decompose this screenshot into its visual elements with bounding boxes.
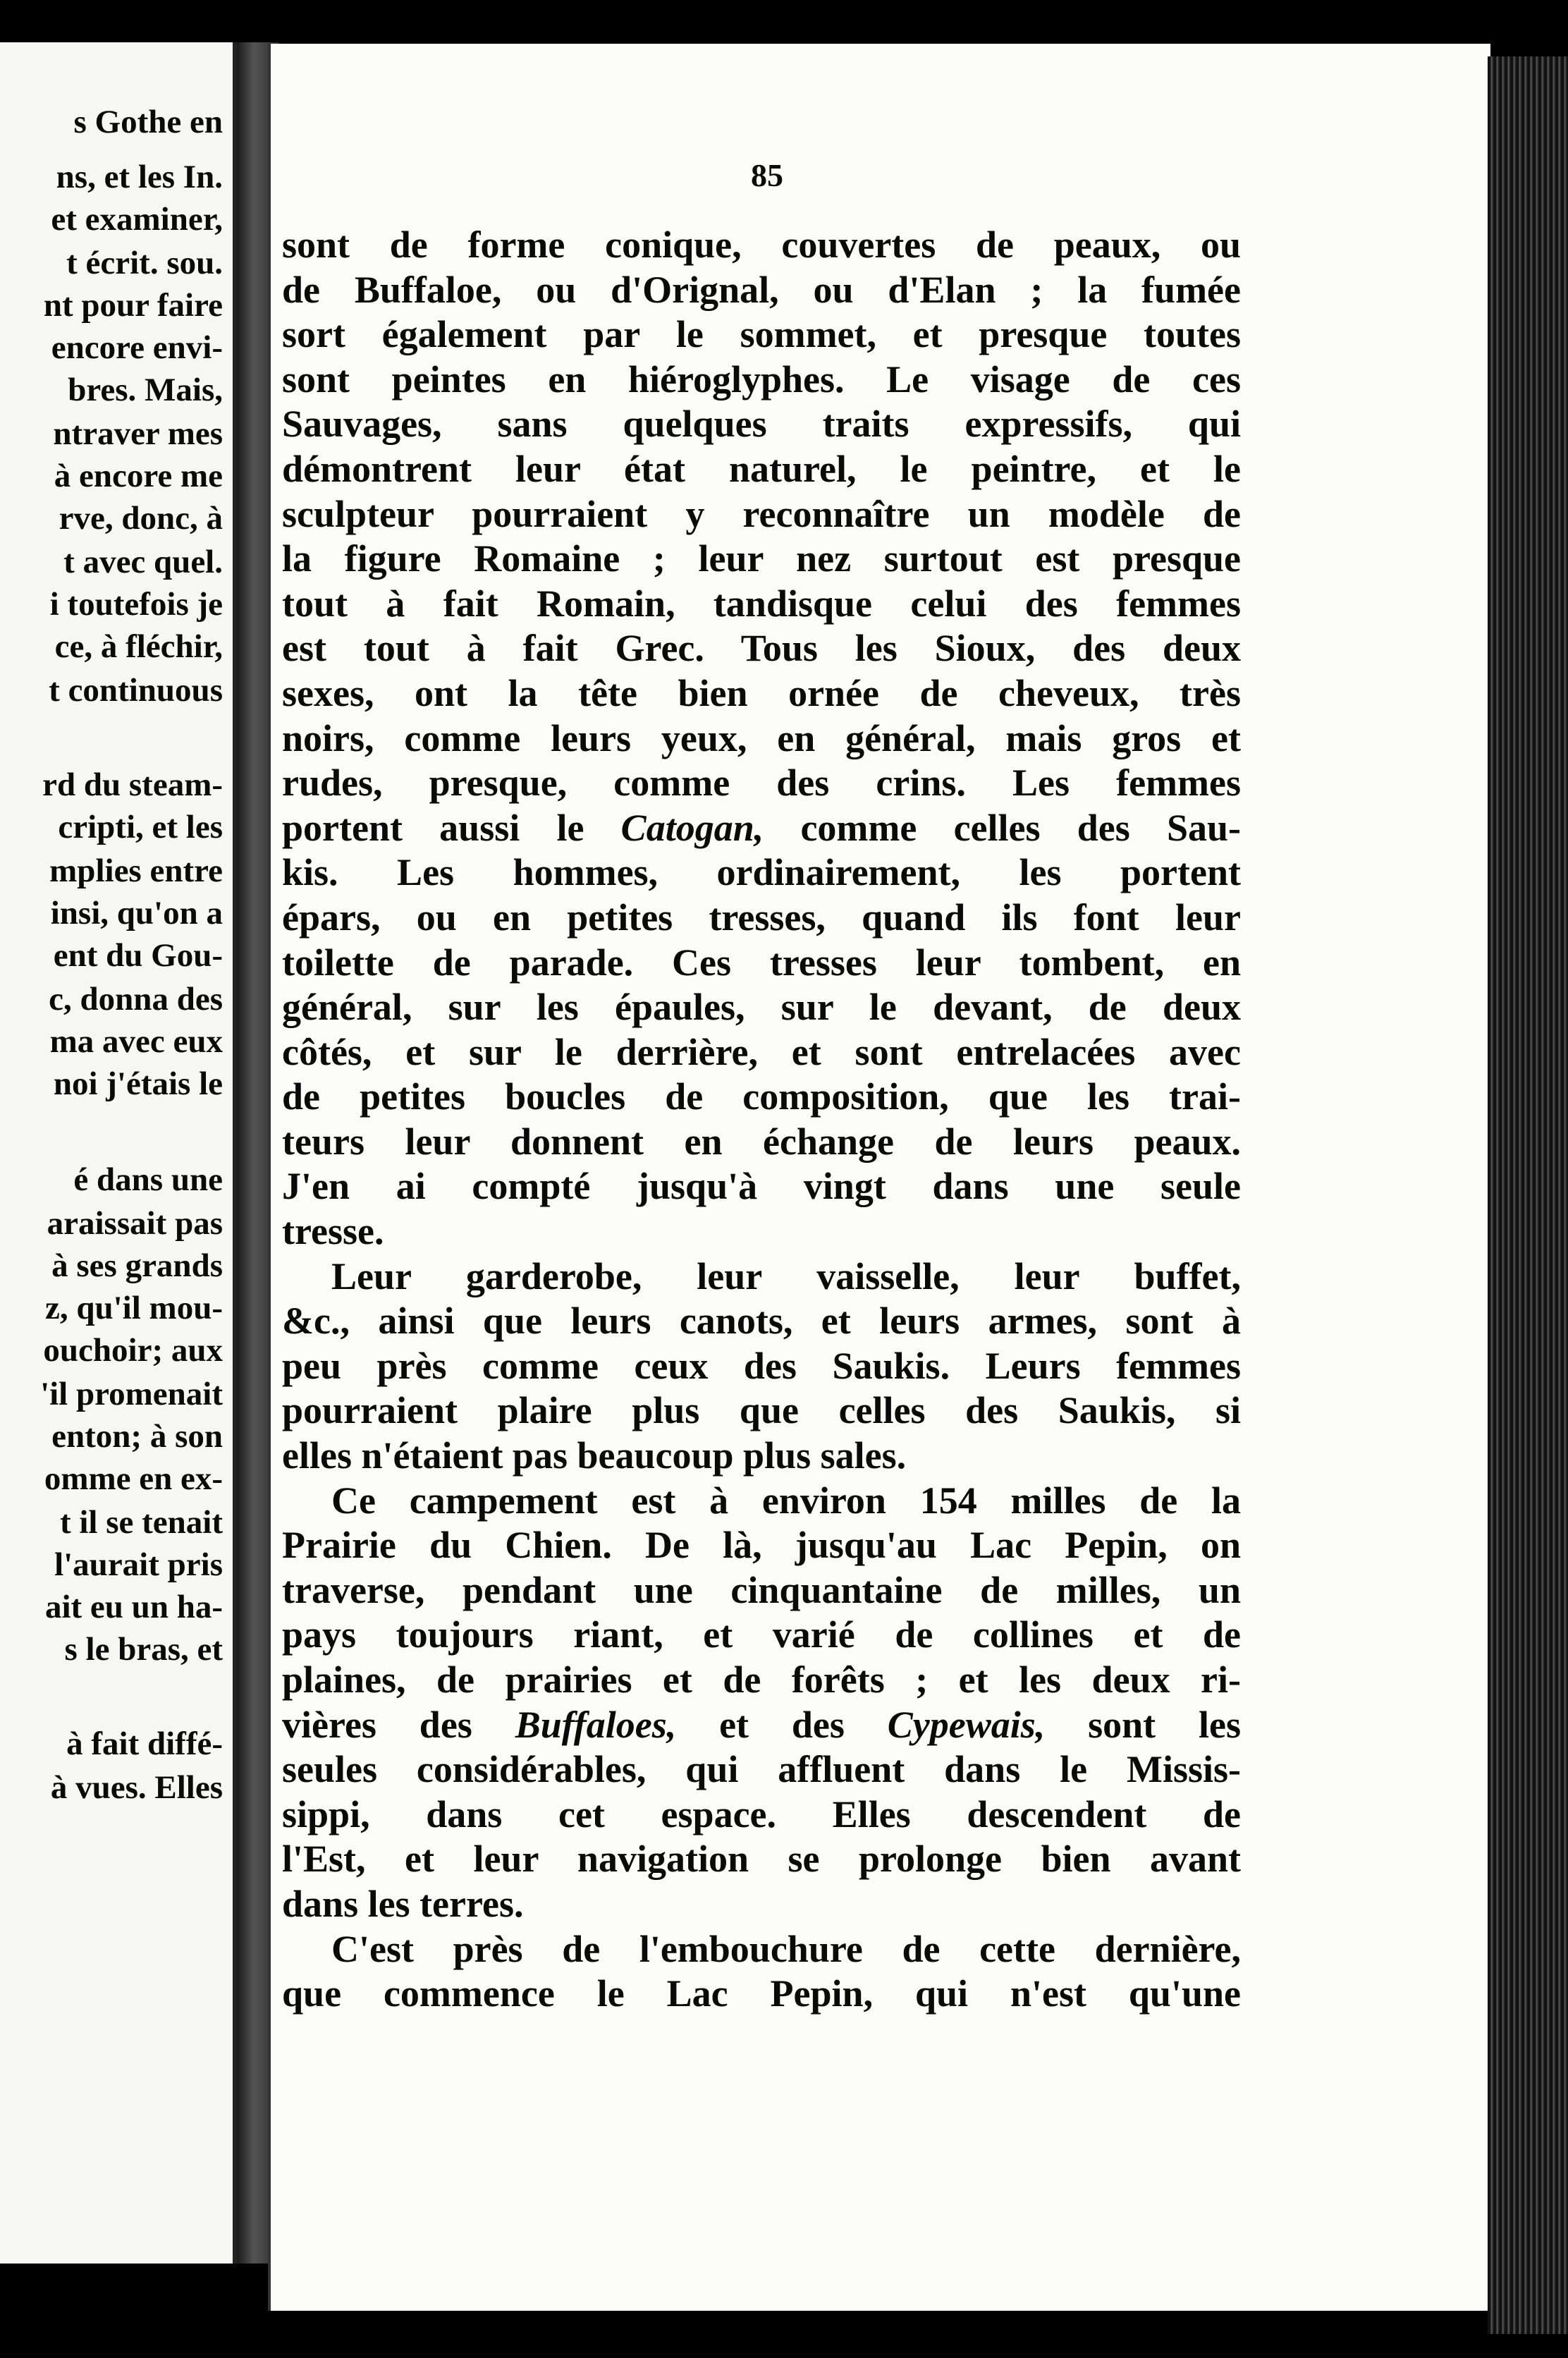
text-segment: rudes, presque, comme des crins. Les femmes — [282, 762, 1241, 805]
text-segment: pourraient plaire plus que celles des Saukis, si — [282, 1389, 1241, 1432]
text-segment: démontrent leur état naturel, le peintre, et le — [282, 447, 1241, 490]
text-line — [282, 447, 1241, 492]
text-segment: la figure Romaine ; leur nez surtout est presque — [282, 537, 1241, 580]
left-page-line: s Gothe en — [73, 104, 223, 140]
left-page-line: à encore me — [54, 458, 223, 494]
left-page-line: ntraver mes — [53, 415, 223, 452]
text-segment: sexes, ont la tête bien ornée de cheveux, très — [282, 671, 1241, 714]
left-page-line: omme en ex- — [44, 1460, 223, 1497]
text-segment: que commence le Lac Pepin, qui n'est qu'une — [282, 1972, 1241, 2015]
text-segment: comme celles des Sau- — [764, 806, 1241, 849]
text-segment: peu près comme ceux des Saukis. Leurs femmes — [282, 1344, 1241, 1387]
left-page-line: enton; à son — [51, 1418, 223, 1455]
left-page-line: et examiner, — [51, 201, 223, 238]
text-segment: et des — [676, 1703, 888, 1746]
left-page-line: insi, qu'on a — [50, 895, 223, 931]
text-line — [282, 1254, 1241, 1300]
text-line — [282, 537, 1241, 582]
left-page-line: ait eu un ha- — [44, 1589, 223, 1625]
left-page-line: c, donna des — [49, 981, 223, 1018]
text-line — [282, 1568, 1241, 1613]
text-line — [282, 1837, 1241, 1882]
left-page-line: t continuous — [49, 672, 223, 709]
text-segment: tresse. — [282, 1210, 384, 1253]
text-line — [282, 1792, 1241, 1838]
text-segment: pays toujours riant, et varié de collines et de — [282, 1613, 1241, 1656]
text-segment: toilette de parade. Ces tresses leur tombent, en — [282, 941, 1241, 984]
text-segment: elles n'étaient pas beaucoup plus sales. — [282, 1434, 907, 1477]
left-page-line: t avec quel. — [63, 544, 223, 580]
left-page-line: cripti, et les — [58, 809, 223, 845]
text-line — [282, 850, 1241, 896]
left-page-line: noi j'étais le — [53, 1065, 223, 1102]
text-line — [282, 1434, 1241, 1479]
text-segment: côtés, et sur le derrière, et sont entrelacées avec — [282, 1030, 1241, 1073]
text-segment: l'Est, et leur navigation se prolonge bien avant — [282, 1838, 1241, 1881]
left-page-line: 'il promenait — [40, 1376, 223, 1412]
text-line — [282, 1388, 1241, 1434]
text-segment: kis. Les hommes, ordinairement, les portent — [282, 851, 1241, 894]
left-page-line: t écrit. sou. — [66, 245, 223, 281]
text-segment: est tout à fait Grec. Tous les Sioux, des deux — [282, 627, 1241, 670]
text-line — [282, 1972, 1241, 2017]
text-line — [282, 358, 1241, 403]
left-page-line: é dans une — [73, 1161, 223, 1198]
text-segment: de petites boucles de composition, que les trai- — [282, 1075, 1241, 1118]
text-line — [282, 761, 1241, 806]
text-segment: traverse, pendant une cinquantaine de milles, un — [282, 1568, 1241, 1611]
text-line — [282, 1344, 1241, 1389]
text-line — [282, 268, 1241, 313]
text-segment: tout à fait Romain, tandisque celui des femmes — [282, 582, 1241, 625]
text-segment: sort également par le sommet, et presque toutes — [282, 313, 1241, 356]
italic-term: Buffaloes, — [515, 1703, 677, 1746]
text-segment: J'en ai compté jusqu'à vingt dans une seule — [282, 1165, 1241, 1208]
text-line — [282, 896, 1241, 941]
text-segment: seules considérables, qui affluent dans le Missis- — [282, 1748, 1241, 1791]
left-page-line: mplies entre — [49, 853, 223, 889]
text-line — [282, 492, 1241, 537]
text-segment: sont peintes en hiéroglyphes. Le visage de ces — [282, 358, 1241, 401]
left-page-line: à vues. Elles — [50, 1769, 223, 1806]
text-line — [282, 1075, 1241, 1120]
left-page-line: nt pour faire — [43, 287, 223, 324]
text-line — [282, 626, 1241, 671]
text-segment: sippi, dans cet espace. Elles descendent de — [282, 1792, 1241, 1835]
italic-term: Catogan, — [620, 806, 764, 849]
left-page-line: araissait pas — [47, 1205, 223, 1242]
text-segment: Ce campement est à environ 154 milles de la — [331, 1479, 1241, 1522]
left-page-line: bres. Mais, — [68, 372, 223, 408]
text-segment: Prairie du Chien. De là, jusqu'au Lac Pepin, on — [282, 1524, 1241, 1567]
text-line — [282, 1613, 1241, 1658]
text-line — [282, 1658, 1241, 1703]
text-line — [282, 1164, 1241, 1209]
text-segment: général, sur les épaules, sur le devant, de deux — [282, 986, 1241, 1029]
left-page-line: rd du steam- — [42, 766, 223, 803]
left-page-line: à fait diffé- — [66, 1725, 223, 1762]
text-line — [282, 1927, 1241, 1972]
left-page-line: i toutefois je — [49, 586, 223, 623]
text-line — [282, 806, 1241, 851]
text-segment: &c., ainsi que leurs canots, et leurs armes, sont à — [282, 1300, 1241, 1343]
left-page-line: ns, et les In. — [56, 159, 223, 195]
left-page-line: s le bras, et — [64, 1631, 223, 1668]
text-line — [282, 1299, 1241, 1344]
page-edges — [1488, 56, 1568, 2334]
text-line — [282, 312, 1241, 358]
text-line — [282, 1703, 1241, 1748]
text-segment: épars, ou en petites tresses, quand ils font leur — [282, 896, 1241, 939]
text-segment: plaines, de prairies et de forêts ; et les deux ri- — [282, 1658, 1241, 1701]
text-line — [282, 671, 1241, 716]
left-page-line: ouchoir; aux — [43, 1332, 223, 1369]
page-number: 85 — [751, 157, 783, 193]
text-line — [282, 582, 1241, 627]
text-line — [282, 1523, 1241, 1568]
left-page — [0, 42, 237, 2264]
left-page-line: t il se tenait — [59, 1504, 223, 1541]
text-segment: sont de forme conique, couvertes de peaux, ou — [282, 224, 1241, 266]
text-line — [282, 1030, 1241, 1075]
text-segment: portent aussi le — [282, 806, 621, 849]
text-line — [282, 402, 1241, 447]
text-segment: sont les — [1045, 1703, 1241, 1746]
text-line — [282, 1209, 1241, 1254]
text-segment: noirs, comme leurs yeux, en général, mais gros et — [282, 716, 1241, 759]
left-page-line: à ses grands — [51, 1247, 223, 1284]
text-segment: sculpteur pourraient y reconnaître un modèle de — [282, 492, 1241, 535]
text-line — [282, 223, 1241, 268]
left-page-line: ce, à fléchir, — [54, 628, 223, 665]
text-segment: de Buffaloe, ou d'Orignal, ou d'Elan ; la fumée — [282, 268, 1241, 311]
text-segment: Sauvages, sans quelques traits expressifs, qui — [282, 403, 1241, 446]
text-segment: teurs leur donnent en échange de leurs peaux. — [282, 1120, 1241, 1163]
text-line — [282, 1882, 1241, 1927]
text-line — [282, 1120, 1241, 1165]
text-line — [282, 985, 1241, 1030]
left-page-line: ma avec eux — [49, 1023, 223, 1060]
left-page-line: encore envi- — [51, 329, 223, 366]
text-line — [282, 1747, 1241, 1792]
text-segment: vières des — [282, 1703, 515, 1746]
body-text — [282, 223, 1241, 2017]
text-segment: C'est près de l'embouchure de cette dernière, — [331, 1927, 1241, 1970]
text-line — [282, 1479, 1241, 1524]
left-page-line: ent du Gou- — [53, 937, 223, 974]
text-segment: Leur garderobe, leur vaisselle, leur buffet, — [331, 1254, 1241, 1297]
left-page-line: l'aurait pris — [54, 1546, 223, 1583]
italic-term: Cypewais, — [887, 1703, 1046, 1746]
text-line — [282, 716, 1241, 762]
text-line — [282, 941, 1241, 986]
text-segment: dans les terres. — [282, 1882, 524, 1925]
left-page-line: z, qu'il mou- — [44, 1290, 223, 1326]
left-page-line: rve, donc, à — [59, 500, 223, 537]
